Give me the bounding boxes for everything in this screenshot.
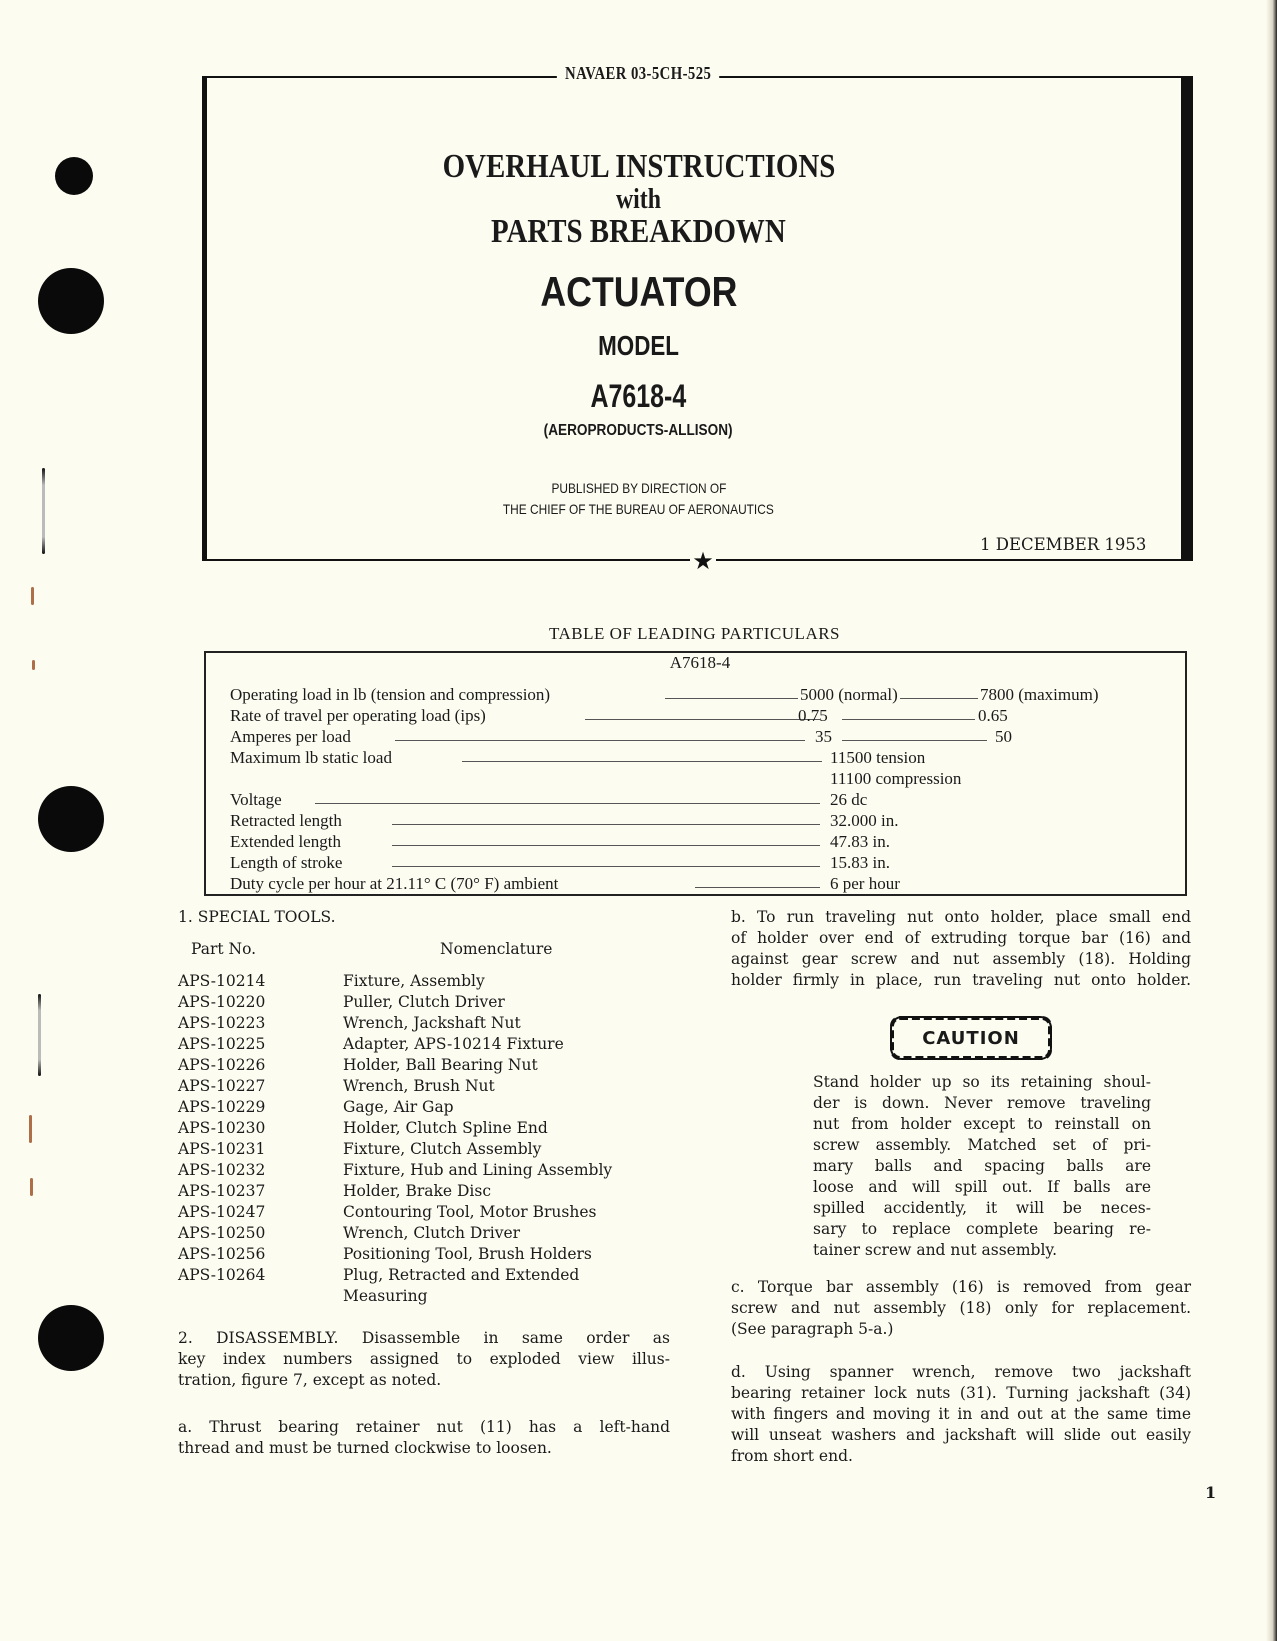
rust-mark: [30, 1178, 33, 1196]
paragraph-d: will unseat washers and jackshaft will slide out easily: [731, 1426, 1191, 1444]
paragraph-c: c. Torque bar assembly (16) is removed from gear: [731, 1278, 1191, 1296]
tool-name: Puller, Clutch Driver: [343, 993, 505, 1011]
tool-part-number: APS-10220: [178, 993, 266, 1011]
caution-line: der is down. Never remove traveling: [813, 1094, 1151, 1112]
paragraph-a: a. Thrust bearing retainer nut (11) has a left-hand: [178, 1418, 670, 1436]
leading-particulars-model: A7618-4: [669, 653, 731, 672]
caution-line: screw assembly. Matched set of pri-: [813, 1136, 1151, 1154]
paragraph-d: from short end.: [731, 1447, 853, 1465]
manufacturer: (AEROPRODUCTS-ALLISON): [544, 422, 733, 439]
star-icon: ★: [690, 548, 716, 574]
paragraph-c: (See paragraph 5-a.): [731, 1320, 894, 1338]
tool-part-number: APS-10250: [178, 1224, 266, 1242]
caution-line: mary balls and spacing balls are: [813, 1157, 1151, 1175]
disassembly-paragraph: 2. DISASSEMBLY. Disassemble in same order as: [178, 1329, 670, 1347]
paragraph-b: b. To run traveling nut onto holder, place small end: [731, 908, 1191, 926]
paragraph-a: thread and must be turned clockwise to loosen.: [178, 1439, 552, 1457]
disassembly-paragraph: key index numbers assigned to exploded view illus-: [178, 1350, 670, 1368]
publication-date: 1 DECEMBER 1953: [980, 535, 1147, 554]
published-by-line2: THE CHIEF OF THE BUREAU OF AERONAUTICS: [503, 501, 774, 517]
tool-part-number: APS-10230: [178, 1119, 266, 1137]
title-with: with: [616, 184, 661, 215]
special-tools-heading: 1. SPECIAL TOOLS.: [178, 908, 336, 926]
tool-name: Holder, Ball Bearing Nut: [343, 1056, 538, 1074]
caution-label: CAUTION: [890, 1016, 1052, 1060]
tool-name: Plug, Retracted and Extended: [343, 1266, 580, 1284]
caution-line: sary to replace complete bearing re-: [813, 1220, 1151, 1238]
tool-name: Holder, Brake Disc: [343, 1182, 492, 1200]
staple-mark-2: [38, 994, 41, 1076]
model-label: MODEL: [598, 330, 679, 361]
tool-part-number: APS-10232: [178, 1161, 266, 1179]
title-overhaul-instructions: OVERHAUL INSTRUCTIONS: [442, 148, 835, 185]
paragraph-b: of holder over end of extruding torque bar (16) and: [731, 929, 1191, 947]
caution-line: Stand holder up so its retaining shoul-: [813, 1073, 1151, 1091]
tool-name: Fixture, Assembly: [343, 972, 485, 990]
rust-mark: [31, 587, 34, 605]
tool-part-number: APS-10256: [178, 1245, 266, 1263]
paragraph-d: bearing retainer lock nuts (31). Turning jackshaft (34): [731, 1384, 1191, 1402]
tool-part-number: APS-10214: [178, 972, 266, 990]
column-header-part-no: Part No.: [191, 940, 257, 958]
tool-part-number: APS-10226: [178, 1056, 266, 1074]
tool-name: Fixture, Clutch Assembly: [343, 1140, 542, 1158]
tool-part-number: APS-10223: [178, 1014, 266, 1032]
tool-name: Wrench, Clutch Driver: [343, 1224, 521, 1242]
binder-hole-4: [38, 1305, 104, 1371]
tool-name: Adapter, APS-10214 Fixture: [343, 1035, 564, 1053]
tool-name: Gage, Air Gap: [343, 1098, 454, 1116]
paragraph-d: d. Using spanner wrench, remove two jackshaft: [731, 1363, 1191, 1381]
tool-part-number: APS-10225: [178, 1035, 266, 1053]
tool-name: Positioning Tool, Brush Holders: [343, 1245, 592, 1263]
document-number: NAVAER 03-5CH-525: [0, 63, 1277, 84]
tool-name: Wrench, Jackshaft Nut: [343, 1014, 521, 1032]
product-name: ACTUATOR: [539, 268, 737, 315]
tool-part-number: APS-10227: [178, 1077, 266, 1095]
paragraph-d: with fingers and moving it in and out at the same time: [731, 1405, 1191, 1423]
caution-line: nut from holder except to reinstall on: [813, 1115, 1151, 1133]
tool-name: Contouring Tool, Motor Brushes: [343, 1203, 597, 1221]
page-number: 1: [1205, 1483, 1217, 1502]
caution-line: spilled accidently, it will be neces-: [813, 1199, 1151, 1217]
tool-part-number: APS-10237: [178, 1182, 266, 1200]
tool-name: Fixture, Hub and Lining Assembly: [343, 1161, 613, 1179]
tool-part-number: APS-10229: [178, 1098, 266, 1116]
model-number: A7618-4: [590, 378, 687, 414]
tool-part-number: APS-10231: [178, 1140, 266, 1158]
binder-hole-3: [38, 786, 104, 852]
tool-name-continued: Measuring: [343, 1287, 428, 1305]
title-parts-breakdown: PARTS BREAKDOWN: [491, 213, 786, 250]
column-header-nomenclature: Nomenclature: [440, 940, 553, 958]
caution-line: tainer screw and nut assembly.: [813, 1241, 1058, 1259]
paragraph-b: against gear screw and nut assembly (18). Holding: [731, 950, 1191, 968]
tool-part-number: APS-10247: [178, 1203, 266, 1221]
tool-name: Wrench, Brush Nut: [343, 1077, 495, 1095]
tool-name: Holder, Clutch Spline End: [343, 1119, 548, 1137]
paragraph-b: holder firmly in place, run traveling nut onto holder.: [731, 971, 1191, 989]
paragraph-c: screw and nut assembly (18) only for replacement.: [731, 1299, 1191, 1317]
rust-mark: [29, 1115, 32, 1143]
tool-part-number: APS-10264: [178, 1266, 266, 1284]
caution-line: loose and will spill out. If balls are: [813, 1178, 1151, 1196]
published-by-line1: PUBLISHED BY DIRECTION OF: [550, 480, 727, 496]
leading-particulars-title: TABLE OF LEADING PARTICULARS: [548, 624, 841, 643]
disassembly-paragraph: tration, figure 7, except as noted.: [178, 1371, 442, 1389]
